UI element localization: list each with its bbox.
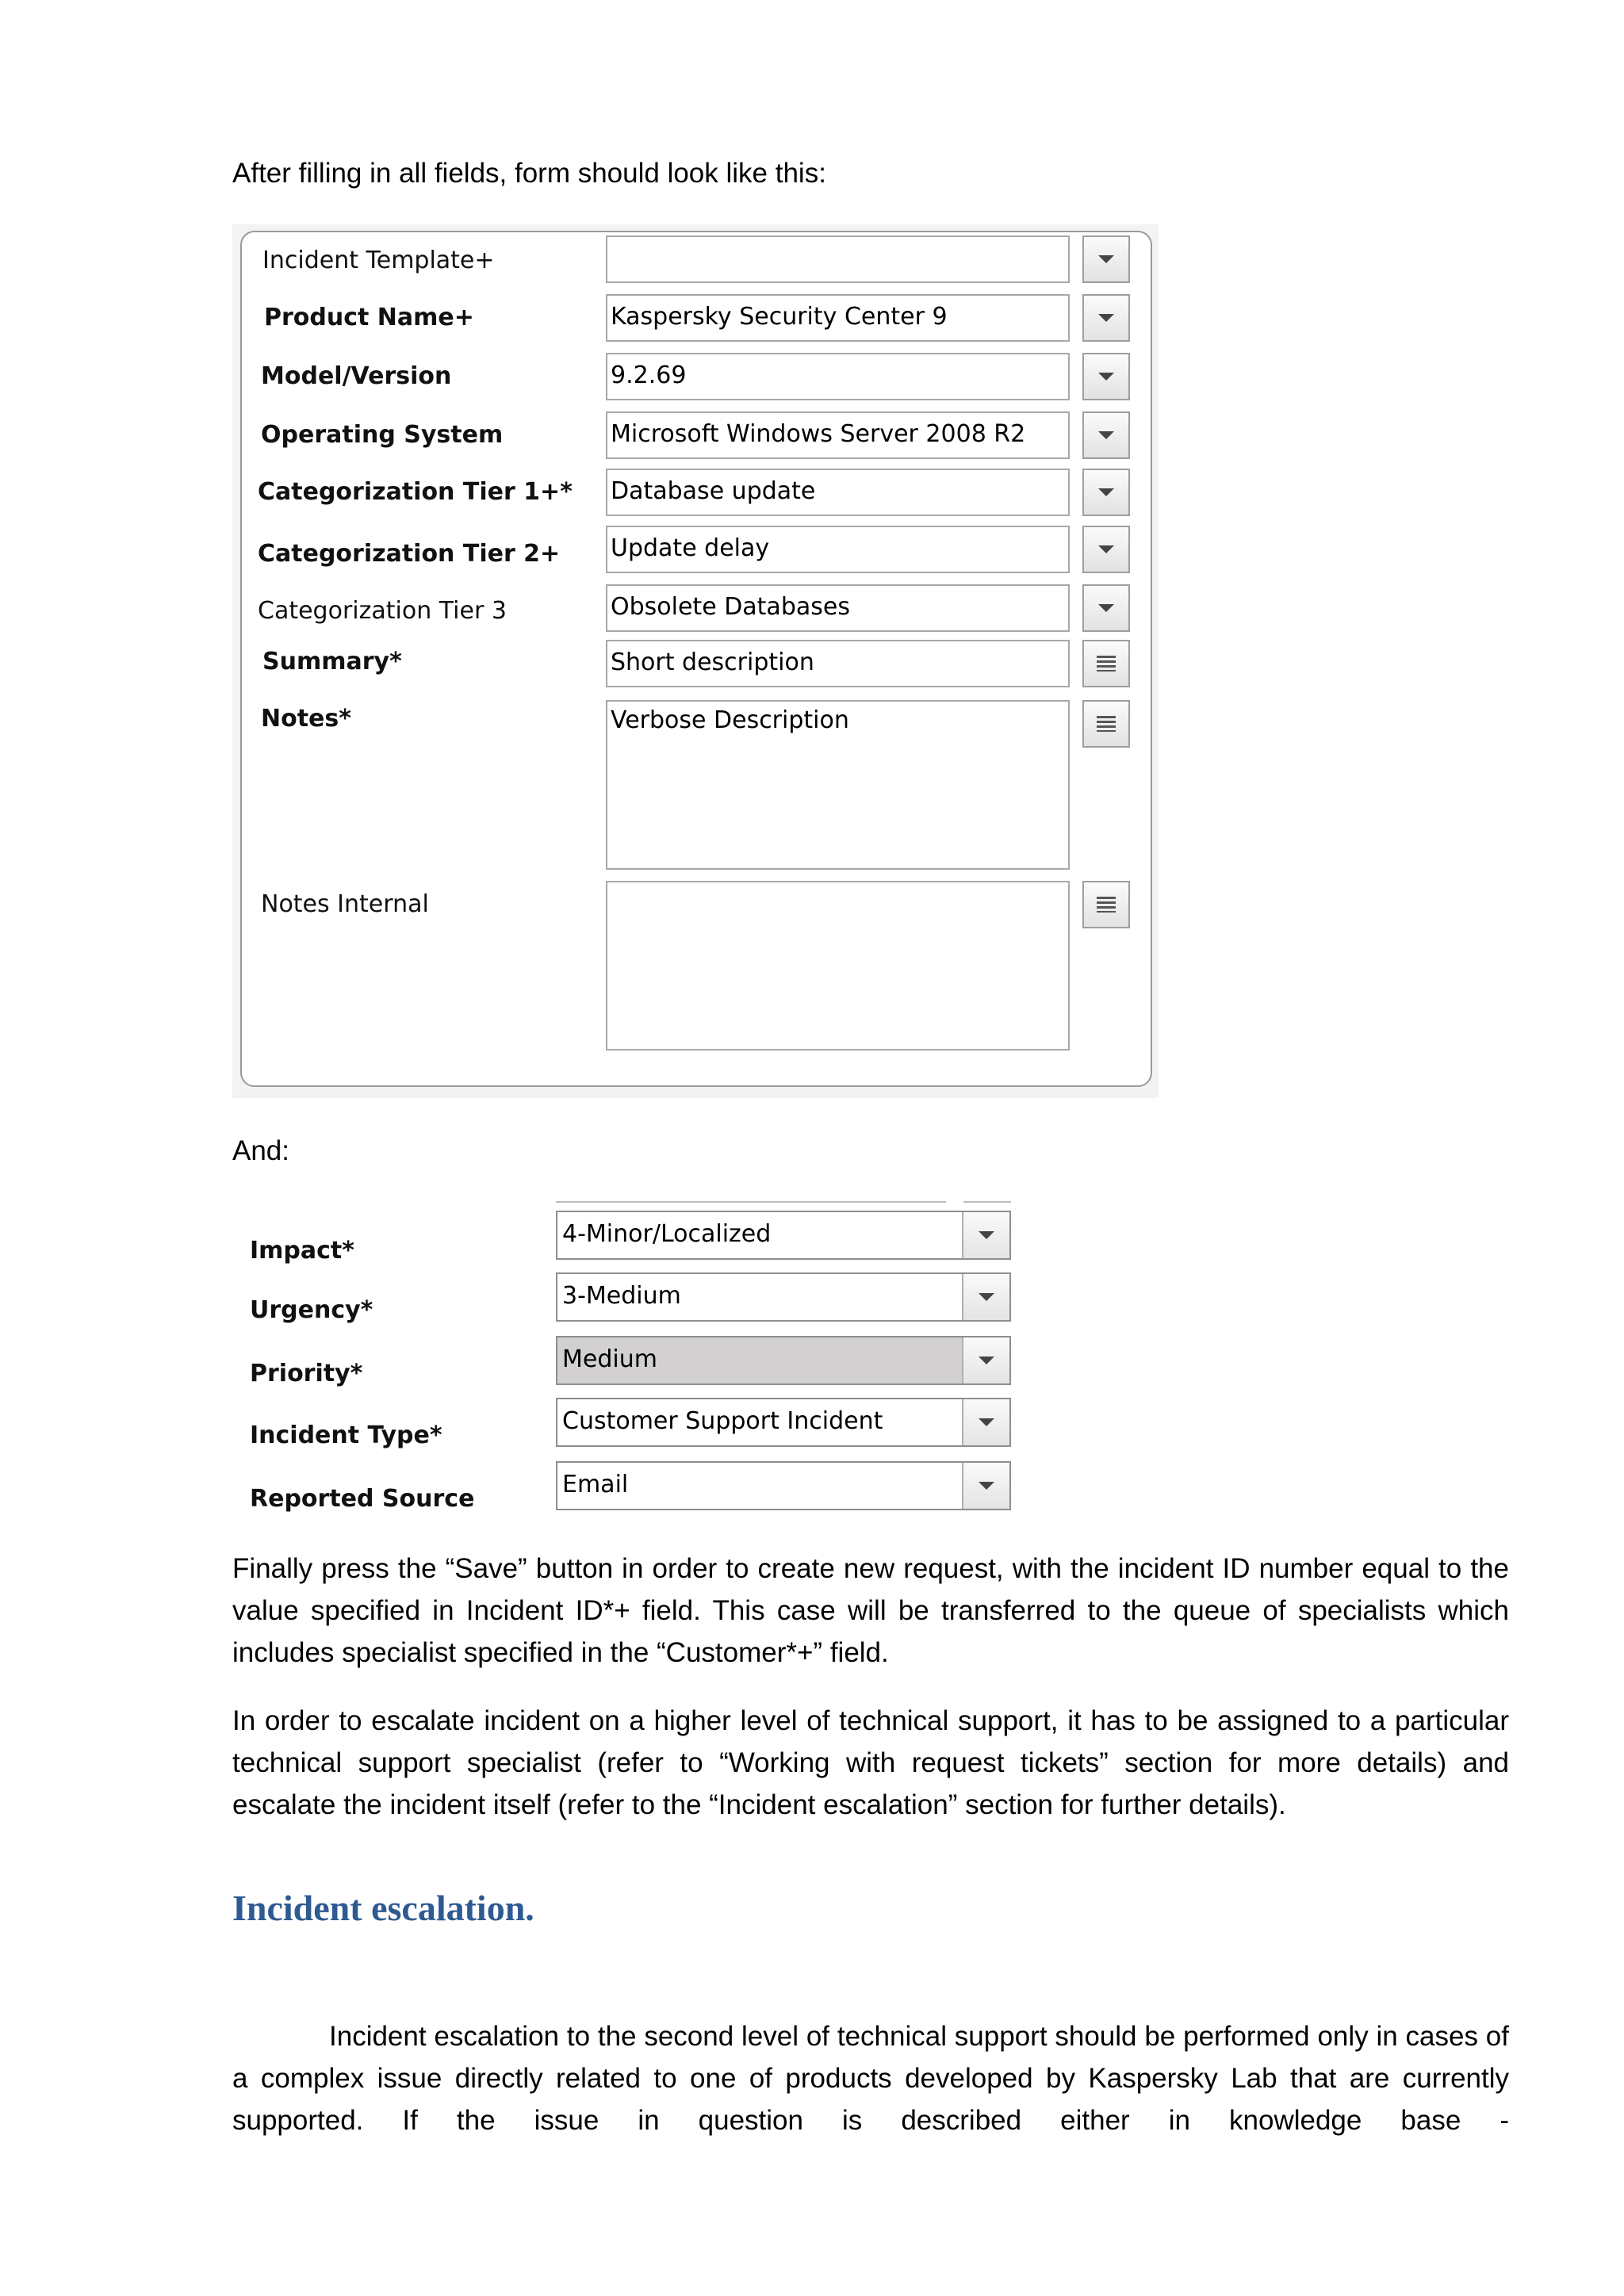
categorization-tier-2-label: Categorization Tier 2+ xyxy=(258,540,561,568)
divider xyxy=(963,1201,1011,1203)
reported-source-value: Email xyxy=(562,1471,629,1498)
intro-text: After filling in all fields, form should look like this: xyxy=(232,158,826,189)
incident-type-select[interactable] xyxy=(556,1398,1011,1447)
chevron-down-icon xyxy=(1098,255,1114,263)
impact-label: Impact* xyxy=(250,1237,354,1265)
operating-system-input[interactable]: Microsoft Windows Server 2008 R2 xyxy=(606,411,1070,459)
incident-template-input[interactable] xyxy=(606,235,1070,283)
urgency-value: 3-Medium xyxy=(562,1282,681,1310)
categorization-tier-2-dropdown-button[interactable] xyxy=(1082,526,1130,573)
product-name-input[interactable]: Kaspersky Security Center 9 xyxy=(606,294,1070,342)
chevron-down-icon xyxy=(1098,604,1114,612)
reported-source-label: Reported Source xyxy=(250,1485,475,1513)
priority-dropdown-button[interactable] xyxy=(962,1337,1009,1383)
operating-system-label: Operating System xyxy=(261,421,504,449)
classification-form-screenshot xyxy=(232,1193,1017,1518)
categorization-tier-3-label: Categorization Tier 3 xyxy=(258,597,507,625)
text-line: technical support specialist (refer to “Working with request tickets” section for more details) and xyxy=(232,1747,1509,1778)
priority-value: Medium xyxy=(562,1345,657,1373)
and-text: And: xyxy=(232,1135,289,1166)
incident-form-panel xyxy=(240,231,1152,1087)
model-version-input[interactable]: 9.2.69 xyxy=(606,353,1070,400)
priority-select[interactable] xyxy=(556,1336,1011,1385)
reported-source-dropdown-button[interactable] xyxy=(962,1463,1009,1509)
impact-select[interactable] xyxy=(556,1211,1011,1260)
priority-label: Priority* xyxy=(250,1360,363,1387)
categorization-tier-1-label: Categorization Tier 1+* xyxy=(258,478,573,506)
summary-input[interactable]: Short description xyxy=(606,640,1070,687)
chevron-down-icon xyxy=(1098,314,1114,322)
text-line: value specified in Incident ID*+ field. This case will be transferred to the queue of specialists which xyxy=(232,1595,1509,1626)
categorization-tier-3-dropdown-button[interactable] xyxy=(1082,584,1130,632)
notes-editor-button[interactable] xyxy=(1082,700,1130,748)
incident-type-label: Incident Type* xyxy=(250,1422,442,1449)
chevron-down-icon xyxy=(979,1482,994,1490)
operating-system-dropdown-button[interactable] xyxy=(1082,411,1130,459)
incident-template-label: Incident Template+ xyxy=(262,247,495,274)
categorization-tier-1-input[interactable]: Database update xyxy=(606,469,1070,516)
divider xyxy=(556,1201,946,1203)
notes-internal-textarea[interactable] xyxy=(606,881,1070,1050)
incident-template-dropdown-button[interactable] xyxy=(1082,235,1130,283)
summary-editor-button[interactable] xyxy=(1082,640,1130,687)
urgency-select[interactable] xyxy=(556,1272,1011,1322)
text-lines-icon xyxy=(1097,716,1116,732)
text-line: includes specialist specified in the “Customer*+” field. xyxy=(232,1637,889,1668)
notes-textarea[interactable]: Verbose Description xyxy=(606,700,1070,870)
incident-type-dropdown-button[interactable] xyxy=(962,1399,1009,1445)
text-line: Finally press the “Save” button in order to create new request, with the incident ID number equal to the xyxy=(232,1553,1509,1584)
text-line: In order to escalate incident on a higher level of technical support, it has to be assigned to a particular xyxy=(232,1705,1509,1736)
chevron-down-icon xyxy=(979,1418,994,1426)
notes-internal-editor-button[interactable] xyxy=(1082,881,1130,928)
chevron-down-icon xyxy=(1098,545,1114,553)
text-lines-icon xyxy=(1097,897,1116,913)
chevron-down-icon xyxy=(1098,431,1114,439)
categorization-tier-3-input[interactable]: Obsolete Databases xyxy=(606,584,1070,632)
categorization-tier-1-dropdown-button[interactable] xyxy=(1082,469,1130,516)
model-version-label: Model/Version xyxy=(261,362,452,390)
product-name-dropdown-button[interactable] xyxy=(1082,294,1130,342)
text-lines-icon xyxy=(1097,656,1116,672)
reported-source-select[interactable] xyxy=(556,1461,1011,1510)
notes-internal-label: Notes Internal xyxy=(261,890,429,918)
text-line: escalate the incident itself (refer to the “Incident escalation” section for further details). xyxy=(232,1789,1286,1820)
chevron-down-icon xyxy=(979,1231,994,1239)
urgency-label: Urgency* xyxy=(250,1296,373,1324)
model-version-dropdown-button[interactable] xyxy=(1082,353,1130,400)
section-heading: Incident escalation. xyxy=(232,1888,534,1928)
summary-label: Summary* xyxy=(262,648,402,675)
chevron-down-icon xyxy=(979,1357,994,1364)
impact-value: 4-Minor/Localized xyxy=(562,1220,772,1248)
urgency-dropdown-button[interactable] xyxy=(962,1274,1009,1320)
chevron-down-icon xyxy=(1098,373,1114,381)
categorization-tier-2-input[interactable]: Update delay xyxy=(606,526,1070,573)
incident-form-screenshot xyxy=(232,224,1159,1098)
chevron-down-icon xyxy=(1098,488,1114,496)
text-line: supported. If the issue in question is described either in knowledge base - xyxy=(232,2105,1509,2136)
product-name-label: Product Name+ xyxy=(264,304,474,331)
impact-dropdown-button[interactable] xyxy=(962,1212,1009,1258)
notes-label: Notes* xyxy=(261,705,351,733)
text-line: Incident escalation to the second level of technical support should be performed only in cases of xyxy=(329,2021,1509,2052)
incident-type-value: Customer Support Incident xyxy=(562,1407,883,1435)
chevron-down-icon xyxy=(979,1293,994,1301)
text-line: a complex issue directly related to one of products developed by Kaspersky Lab that are currently xyxy=(232,2063,1509,2094)
